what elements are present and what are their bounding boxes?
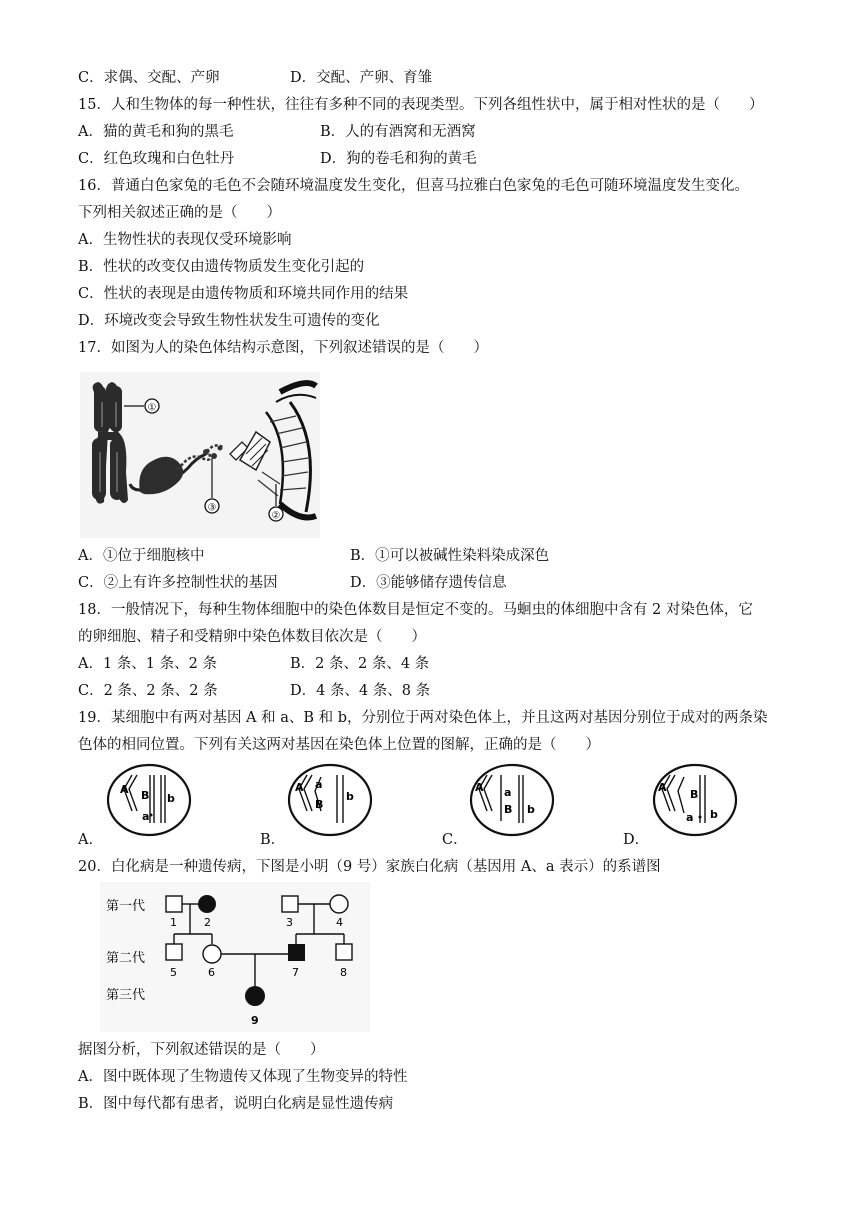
q18-option-c: C．2 条、2 条、2 条 (78, 683, 218, 699)
generation-1-label: 第一代 (106, 899, 146, 914)
individual-9 (245, 986, 265, 1006)
individual-6 (203, 945, 221, 963)
q17-stem: 17．如图为人的染色体结构示意图，下列叙述错误的是（ ） (78, 340, 488, 356)
gene-b-upper: B (504, 803, 513, 816)
gene-b-lower: b (710, 808, 718, 821)
individual-4 (330, 895, 348, 913)
individual-8 (336, 944, 352, 960)
q18-option-a: A．1 条、1 条、2 条 (78, 656, 217, 672)
gene-b-lower: b (527, 803, 535, 816)
q14-option-c: C．求偶、交配、产卵 (78, 70, 220, 86)
q16-stem-line2: 下列相关叙述正确的是（ ） (78, 205, 281, 221)
q15-option-a: A．猫的黄毛和狗的黑毛 (78, 124, 234, 140)
q18-stem-line2: 的卵细胞、精子和受精卵中染色体数目依次是（ ） (78, 629, 426, 645)
individual-7 (288, 944, 305, 961)
q19-option-b: B． (260, 832, 286, 848)
id-7: 7 (292, 966, 299, 979)
gene-a-lower: a (142, 810, 150, 823)
id-1: 1 (170, 916, 177, 929)
q20-option-a: A．图中既体现了生物遗传又体现了生物变异的特性 (78, 1069, 408, 1085)
individual-2 (198, 895, 216, 913)
individual-1 (166, 896, 182, 912)
generation-3-label: 第三代 (106, 988, 146, 1003)
q17-option-b: B．①可以被碱性染料染成深色 (350, 548, 550, 564)
chromosome-structure-figure (80, 372, 320, 538)
label-2: ② (271, 510, 281, 522)
gene-a-lower: a (504, 786, 512, 799)
q18-stem-line1: 18．一般情况下，每种生物体细胞中的染色体数目是恒定不变的。马蛔虫的体细胞中含有 2 对染色体，它 (78, 602, 753, 618)
q15-stem: 15．人和生物体的每一种性状，往往有多种不同的表现类型。下列各组性状中，属于相对性状的是（ ） (78, 97, 764, 113)
q19-diagram-c (467, 763, 557, 837)
id-9: 9 (251, 1014, 259, 1027)
gene-a-upper: A (295, 781, 304, 794)
gene-b-upper: B (315, 798, 324, 811)
q16-option-b: B．性状的改变仅由遗传物质发生变化引起的 (78, 259, 365, 275)
q17-option-a: A．①位于细胞核中 (78, 548, 205, 564)
label-1: ① (147, 402, 157, 414)
q15-option-d: D．狗的卷毛和狗的黄毛 (320, 151, 477, 167)
gene-a-lower: a (686, 811, 694, 824)
q16-stem-line1: 16．普通白色家兔的毛色不会随环境温度发生变化，但喜马拉雅白色家兔的毛色可随环境温度发生变化。 (78, 178, 749, 194)
q19-diagram-d (650, 763, 740, 837)
q16-option-c: C．性状的表现是由遗传物质和环境共同作用的结果 (78, 286, 409, 302)
q17-option-d: D．③能够储存遗传信息 (350, 575, 507, 591)
id-5: 5 (170, 966, 177, 979)
id-6: 6 (208, 966, 215, 979)
q18-option-b: B．2 条、2 条、4 条 (290, 656, 430, 672)
q17-option-c: C．②上有许多控制性状的基因 (78, 575, 278, 591)
gene-a-upper: A (120, 783, 129, 796)
q20-stem: 20．白化病是一种遗传病，下图是小明（9 号）家族白化病（基因用 A、a 表示）的系谱图 (78, 859, 661, 875)
gene-a-lower: a (315, 778, 323, 791)
q20-option-b: B．图中每代都有患者，说明白化病是显性遗传病 (78, 1096, 394, 1112)
q14-option-d: D．交配、产卵、育雏 (290, 70, 433, 86)
q15-option-c: C．红色玫瑰和白色牡丹 (78, 151, 235, 167)
id-3: 3 (286, 916, 293, 929)
gene-b-lower: b (167, 792, 175, 805)
gene-a-upper: A (658, 781, 667, 794)
individual-5 (166, 944, 182, 960)
id-8: 8 (340, 966, 347, 979)
gene-b-upper: B (690, 788, 699, 801)
gene-b-upper: B (141, 789, 150, 802)
q19-option-c: C． (442, 832, 468, 848)
q15-option-b: B．人的有酒窝和无酒窝 (320, 124, 476, 140)
generation-2-label: 第二代 (106, 951, 146, 966)
pedigree-chart (100, 882, 370, 1032)
q19-diagram-b (285, 763, 375, 837)
q16-option-d: D．环境改变会导致生物性状发生可遗传的变化 (78, 313, 380, 329)
q19-stem-line2: 色体的相同位置。下列有关这两对基因在染色体上位置的图解，正确的是（ ） (78, 737, 600, 753)
q18-option-d: D．4 条、4 条、8 条 (290, 683, 431, 699)
q20-question: 据图分析，下列叙述错误的是（ ） (78, 1042, 325, 1058)
gene-a-upper: A (475, 781, 484, 794)
label-3: ③ (207, 502, 217, 514)
gene-b-lower: b (346, 790, 354, 803)
q19-stem-line1: 19．某细胞中有两对基因 A 和 a、B 和 b，分别位于两对染色体上，并且这两对基因分别位于成对的两条染 (78, 710, 768, 726)
id-4: 4 (336, 916, 343, 929)
q19-option-d: D． (623, 832, 650, 848)
q16-option-a: A．生物性状的表现仅受环境影响 (78, 232, 292, 248)
individual-3 (282, 896, 298, 912)
id-2: 2 (204, 916, 211, 929)
q19-diagram-a (104, 763, 194, 837)
q19-option-a: A． (78, 832, 103, 848)
